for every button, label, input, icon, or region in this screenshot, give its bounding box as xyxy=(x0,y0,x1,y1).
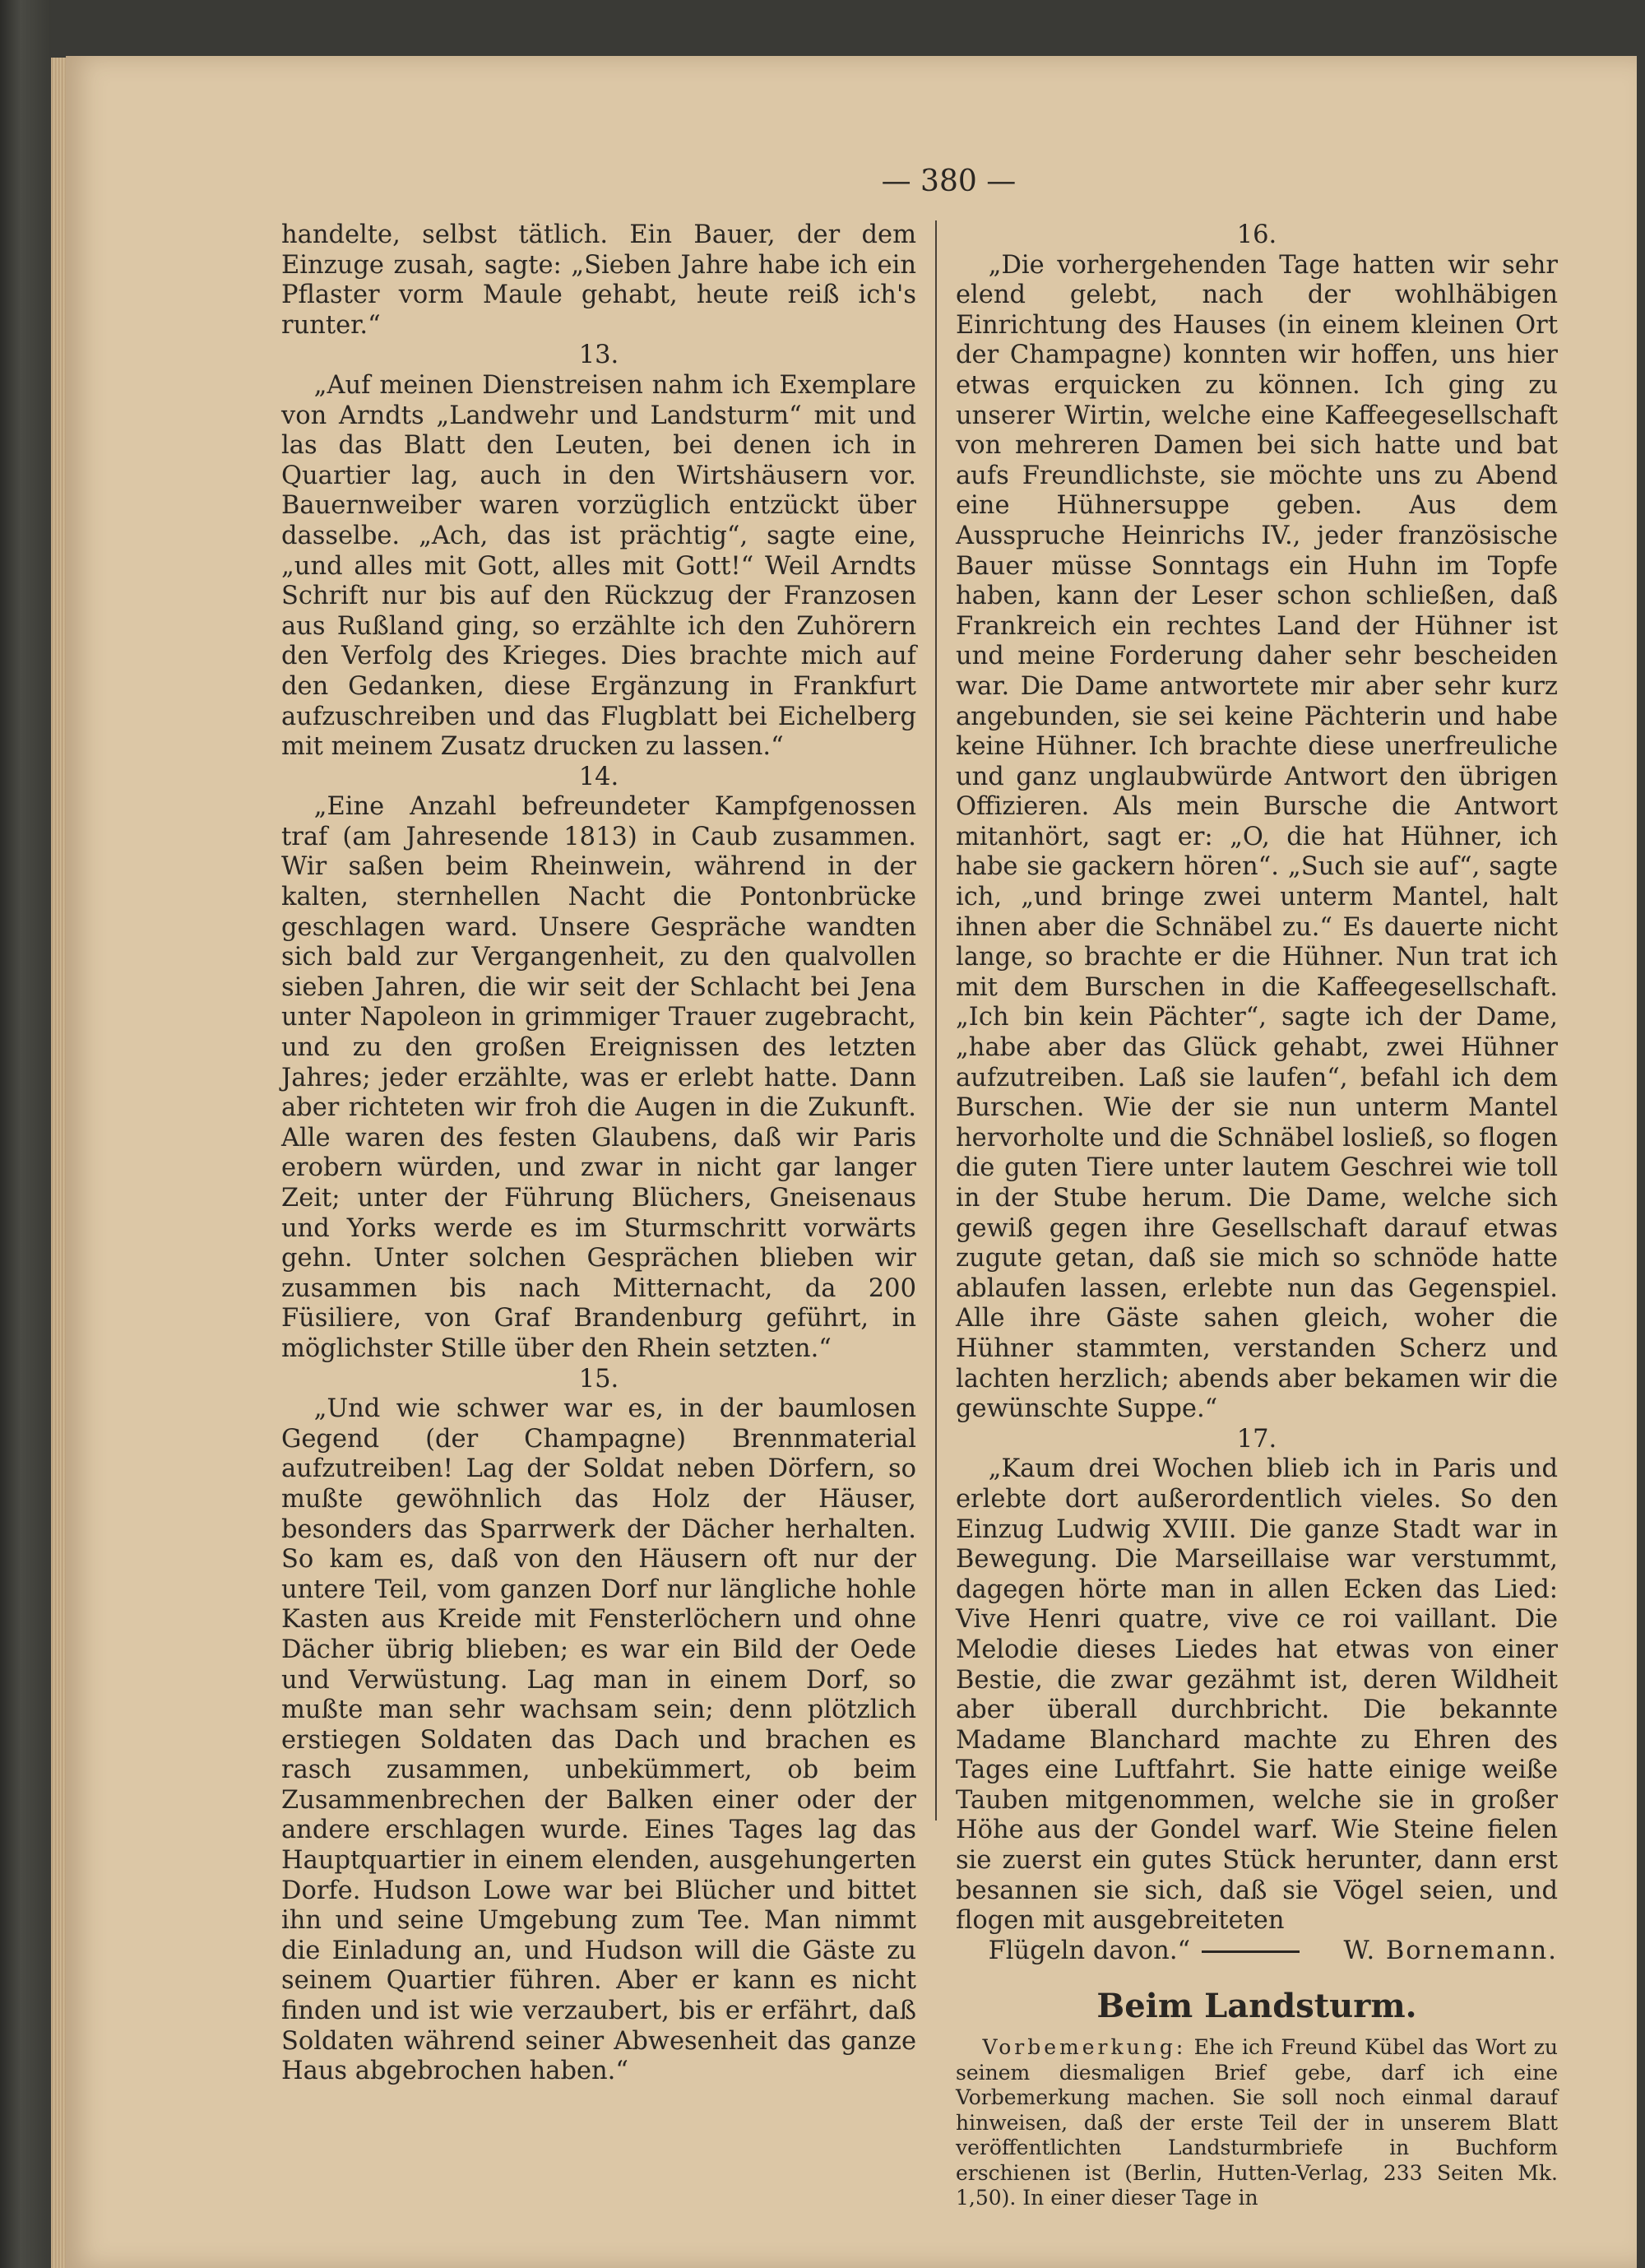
paragraph-16: „Die vorhergehenden Tage hatten wir sehr elend gelebt, nach der wohlhäbigen Einrichtung des Hauses (in einem kleinen Ort der Champagne) konnten wir hoffen, uns hier etwas erquicken zu können. Ich ging zu unserer Wirtin, welche eine Kaffeegesellschaft von mehreren Damen bei sich hatte und bat aufs Freundlichste, sie möchte uns zu Abend eine Hühnersuppe geben. Aus dem Ausspruche Heinrichs IV., jeder französische Bauer müsse Sonntags ein Huhn im Topfe haben, kann der Leser schon schließen, daß Frankreich ein rechtes Land der Hühner ist und meine Forderung daher sehr bescheiden war. Die Dame antwortete mir aber sehr kurz angebunden, sie sei keine Pächterin und habe keine Hühner. Ich brachte diese unerfreuliche und ganz unglaubwürde Antwort den übrigen Offizieren. Als mein Bursche die Antwort mitanhört, sagt er: „O, die hat Hühner, ich habe sie gackern hören“. „Such sie auf“, sagte ich, „und bringe zwei unterm Mantel, halt ihnen aber die Schnäbel zu.“ Es dauerte nicht lange, so brachte er die Hühner. Nun trat ich mit dem Burschen in die Kaffeegesellschaft. „Ich bin kein Pächter“, sagte ich der Dame, „habe aber das Glück gehabt, zwei Hühner aufzutreiben. Laß sie laufen“, befahl ich dem Burschen. Wie der sie nun unterm Mantel hervorholte und die Schnäbel losließ, so flogen die guten Tiere unter lautem Geschrei wie toll in der Stube herum. Die Dame, welche sich gewiß gegen ihre Gesellschaft darauf etwas zugute getan, daß sie mich so schnöde hatte ablaufen lassen, erlebte nun das Gegenspiel. Alle ihre Gäste sahen gleich, woher die Hühner stammten, verstanden Scherz und lachten herzlich; abends aber bekamen wir die gewünschte Suppe.“ xyxy=(956,250,1558,1424)
page-number: — 380 — xyxy=(881,165,1017,198)
section-number-14: 14. xyxy=(578,762,619,791)
prefatory-label: Vorbemerkung: xyxy=(982,2035,1187,2060)
book-binding xyxy=(0,0,51,2268)
paragraph-17-end: Flügeln davon.“ xyxy=(988,1936,1191,1965)
section-number-16: 16. xyxy=(1236,220,1277,249)
paragraph-continuation: handelte, selbst tätlich. Ein Bauer, der dem Einzuge zusah, sagte: „Sieben Jahre habe ich ein Pflaster vorm Maule gehabt, heute reiß ich's runter.“ xyxy=(281,220,916,340)
paragraph-17: „Kaum drei Wochen blieb ich in Paris und erlebte dort außerordentlich vieles. So den Einzug Ludwig XVIII. Die ganze Stadt war in Bewegung. Die Marseillaise war verstummt, dagegen hörte man in allen Ecken das Lied: Vive Henri quatre, vive ce roi vaillant. Die Melodie dieses Liedes hat etwas von einer Bestie, die zwar gezähmt ist, deren Wildheit aber überall durchbricht. Die bekannte Madame Blanchard machte zu Ehren des Tages eine Luftfahrt. Sie hatte einige weiße Tauben mitgenommen, welche sie in großer Höhe aus der Gondel warf. Wie Steine fielen sie zuerst ein gutes Stück herunter, dann erst besannen sie sich, daß sie Vögel seien, und flogen mit ausgebreiteten xyxy=(956,1454,1558,1936)
section-number-17: 17. xyxy=(1236,1424,1277,1454)
left-column xyxy=(281,220,916,2087)
closing-line xyxy=(956,1936,1558,1967)
column-divider xyxy=(935,220,937,1820)
prefatory-text: Ehe ich Freund Kübel das Wort zu seinem diesmaligen Brief gebe, darf ich eine Vorbemerkung machen. Sie soll noch einmal darauf hinweisen, daß der erste Teil der in unserem Blatt veröffentlichten Landsturmbriefe in Buchform erschienen ist (Berlin, Hutten-Verlag, 233 Seiten Mk. 1,50). In einer dieser Tage in xyxy=(956,2035,1558,2210)
paragraph-14: „Eine Anzahl befreundeter Kampfgenossen traf (am Jahresende 1813) in Caub zusammen. Wir saßen beim Rheinwein, während in der kalten, sternhellen Nacht die Pontonbrücke geschlagen ward. Unsere Gespräche wandten sich bald zur Vergangenheit, zu den qualvollen sieben Jahren, die wir seit der Schlacht bei Jena unter Napoleon in grimmiger Trauer zugebracht, und zu den großen Ereignissen des letzten Jahres; jeder erzählte, was er erlebt hatte. Dann aber richteten wir froh die Augen in die Zukunft. Alle waren des festen Glaubens, daß wir Paris erobern würden, und zwar in nicht gar langer Zeit; unter der Führung Blüchers, Gneisenaus und Yorks werde es im Sturmschritt vorwärts gehn. Unter solchen Gesprächen blieben wir zusammen bis nach Mitternacht, da 200 Füsiliere, von Graf Brandenburg geführt, in möglichster Stille über den Rhein setzten.“ xyxy=(281,792,916,1363)
paragraph-13: „Auf meinen Dienstreisen nahm ich Exemplare von Arndts „Landwehr und Landsturm“ mit und las das Blatt den Leuten, bei denen ich in Quartier lag, auch in den Wirtshäusern vor. Bauernweiber waren vorzüglich entzückt über dasselbe. „Ach, das ist prächtig“, sagte eine, „und alles mit Gott, alles mit Gott!“ Weil Arndts Schrift nur bis auf den Rückzug der Franzosen aus Rußland ging, so erzählte ich den Zuhörern den Verfolg des Krieges. Dies brachte mich auf den Gedanken, diese Ergänzung in Frankfurt aufzuschreiben und das Flugblatt bei Eichelberg mit meinem Zusatz drucken zu lassen.“ xyxy=(281,370,916,762)
prefatory-note xyxy=(956,2035,1558,2211)
section-number-15: 15. xyxy=(578,1364,619,1394)
paragraph-15: „Und wie schwer war es, in der baumlosen Gegend (der Champagne) Brennmaterial aufzutreiben! Lag der Soldat neben Dörfern, so mußte gewöhnlich das Holz der Häuser, besonders das Sparrwerk der Dächer herhalten. So kam es, daß von den Häusern oft nur der untere Teil, vom ganzen Dorf nur längliche hohle Kasten aus Kreide mit Fensterlöchern und ohne Dächer übrig blieben; es war ein Bild der Oede und Verwüstung. Lag man in einem Dorf, so mußte man sehr wachsam sein; denn plötzlich erstiegen Soldaten das Dach und brachen es rasch zusammen, unbekümmert, ob beim Zusammenbrechen der Balken einer oder der andere erschlagen wurde. Eines Tages lag das Hauptquartier in einem elenden, ausgehungerten Dorfe. Hudson Lowe war bei Blücher und bittet ihn und seine Umgebung zum Tee. Man nimmt die Einladung an, und Hudson will die Gäste zu seinem Quartier führen. Aber er kann es nicht finden und ist wie verzaubert, bis er erfährt, daß Soldaten während seiner Abwesenheit das ganze Haus abgebrochen haben.“ xyxy=(281,1394,916,2086)
author-signature: W. Bornemann. xyxy=(1343,1936,1558,1965)
section-number-13: 13. xyxy=(578,341,619,370)
signature-dash xyxy=(1202,1950,1300,1953)
right-column xyxy=(956,220,1558,2211)
article-title: Beim Landsturm. xyxy=(1096,1987,1417,2026)
